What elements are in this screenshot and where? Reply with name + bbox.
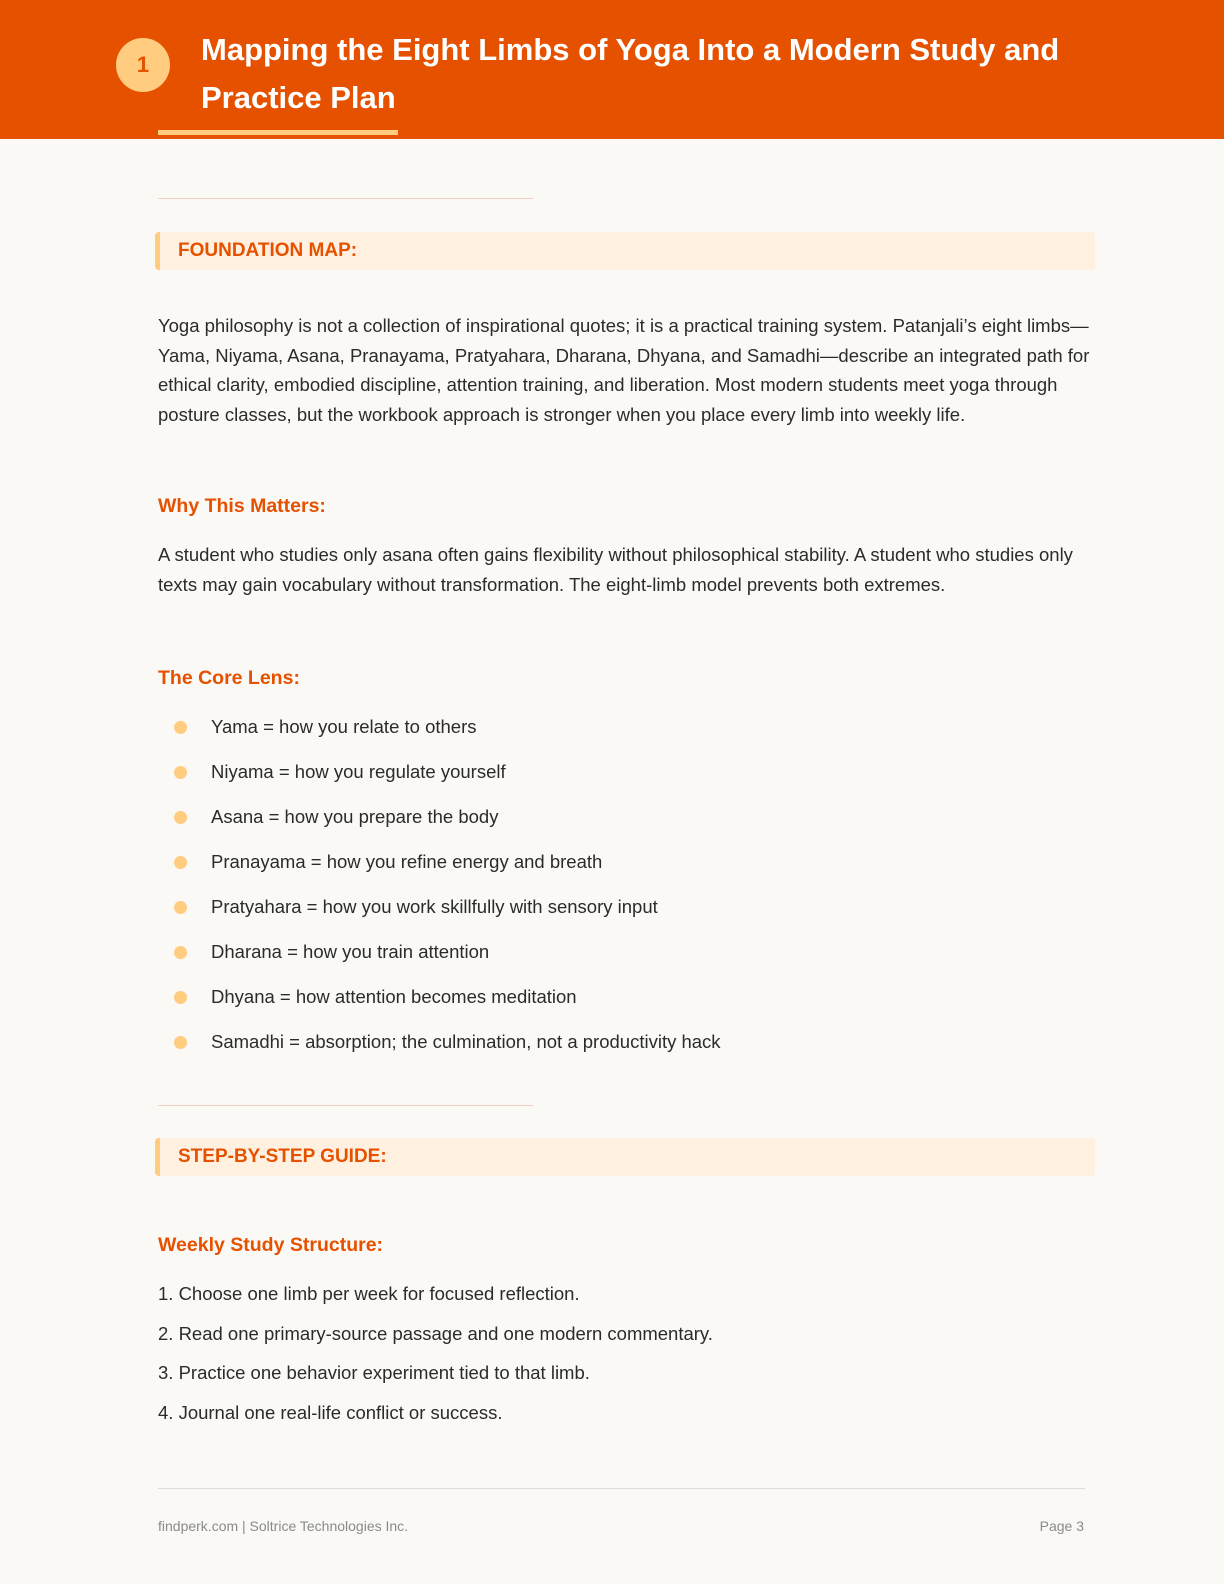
bullet-dot-icon	[174, 811, 187, 824]
chapter-header	[0, 0, 1224, 139]
step-item: 3. Practice one behavior experiment tied to that limb.	[158, 1362, 590, 1383]
list-item-text: Dharana = how you train attention	[211, 941, 490, 962]
core-lens-heading: The Core Lens:	[158, 667, 300, 689]
list-item-text: Samadhi = absorption; the culmination, not a productivity hack	[211, 1031, 721, 1052]
core-lens-list	[158, 716, 1058, 1076]
list-item-text: Asana = how you prepare the body	[211, 806, 499, 827]
list-item-text: Dhyana = how attention becomes meditation	[211, 986, 577, 1007]
list-item	[158, 716, 1058, 761]
page-title: Mapping the Eight Limbs of Yoga Into a Modern Study and Practice Plan	[201, 32, 1060, 115]
bullet-dot-icon	[174, 766, 187, 779]
foundation-map-label: FOUNDATION MAP:	[178, 240, 358, 261]
step-item: 1. Choose one limb per week for focused reflection.	[158, 1283, 580, 1304]
why-this-matters-heading: Why This Matters:	[158, 495, 326, 517]
list-item	[158, 1031, 1058, 1076]
bullet-dot-icon	[174, 856, 187, 869]
footer-publisher: findperk.com | Soltrice Technologies Inc.	[158, 1518, 409, 1534]
bullet-dot-icon	[174, 1036, 187, 1049]
list-item-text: Pranayama = how you refine energy and breath	[211, 851, 603, 872]
section-divider	[158, 198, 533, 199]
step-by-step-guide-label: STEP-BY-STEP GUIDE:	[178, 1146, 387, 1167]
list-item-text: Yama = how you relate to others	[211, 716, 477, 737]
bullet-dot-icon	[174, 946, 187, 959]
list-item	[158, 851, 1058, 896]
bullet-dot-icon	[174, 991, 187, 1004]
list-item	[158, 941, 1058, 986]
weekly-study-structure-heading: Weekly Study Structure:	[158, 1234, 384, 1256]
list-item-text: Pratyahara = how you work skillfully with sensory input	[211, 896, 658, 917]
step-by-step-guide-banner	[155, 1138, 1095, 1176]
list-item-text: Niyama = how you regulate yourself	[211, 761, 506, 782]
bullet-dot-icon	[174, 901, 187, 914]
why-this-matters-paragraph: A student who studies only asana often gains flexibility without philosophical stability. A student who studies only texts may gain vocabulary without transformation. The eight-limb model prevents both extremes.	[158, 544, 1073, 595]
list-item	[158, 806, 1058, 851]
section-divider	[158, 1105, 533, 1106]
foundation-intro-paragraph: Yoga philosophy is not a collection of inspirational quotes; it is a practical training system. Patanjali’s eight limbs—Yama, Niyama, Asana, Pranayama, Pratyahara, Dharana, Dhyana, and Samadhi—describe an integrated path for ethical clarity, embodied discipline, attention training, and liberation. Most modern students meet yoga through posture classes, but the workbook approach is stronger when you place every limb into weekly life.	[158, 315, 1090, 425]
weekly-steps-list	[158, 1281, 1058, 1439]
title-underline	[158, 130, 398, 135]
list-item	[158, 761, 1058, 806]
list-item	[158, 986, 1058, 1031]
step-item: 4. Journal one real-life conflict or success.	[158, 1401, 503, 1423]
page-number: Page 3	[1039, 1518, 1084, 1534]
list-item	[158, 896, 1058, 941]
bullet-dot-icon	[174, 721, 187, 734]
chapter-number-badge: 1	[116, 38, 170, 92]
footer-rule	[158, 1488, 1085, 1489]
step-item: 2. Read one primary-source passage and one modern commentary.	[158, 1322, 713, 1344]
foundation-map-banner	[155, 232, 1095, 270]
